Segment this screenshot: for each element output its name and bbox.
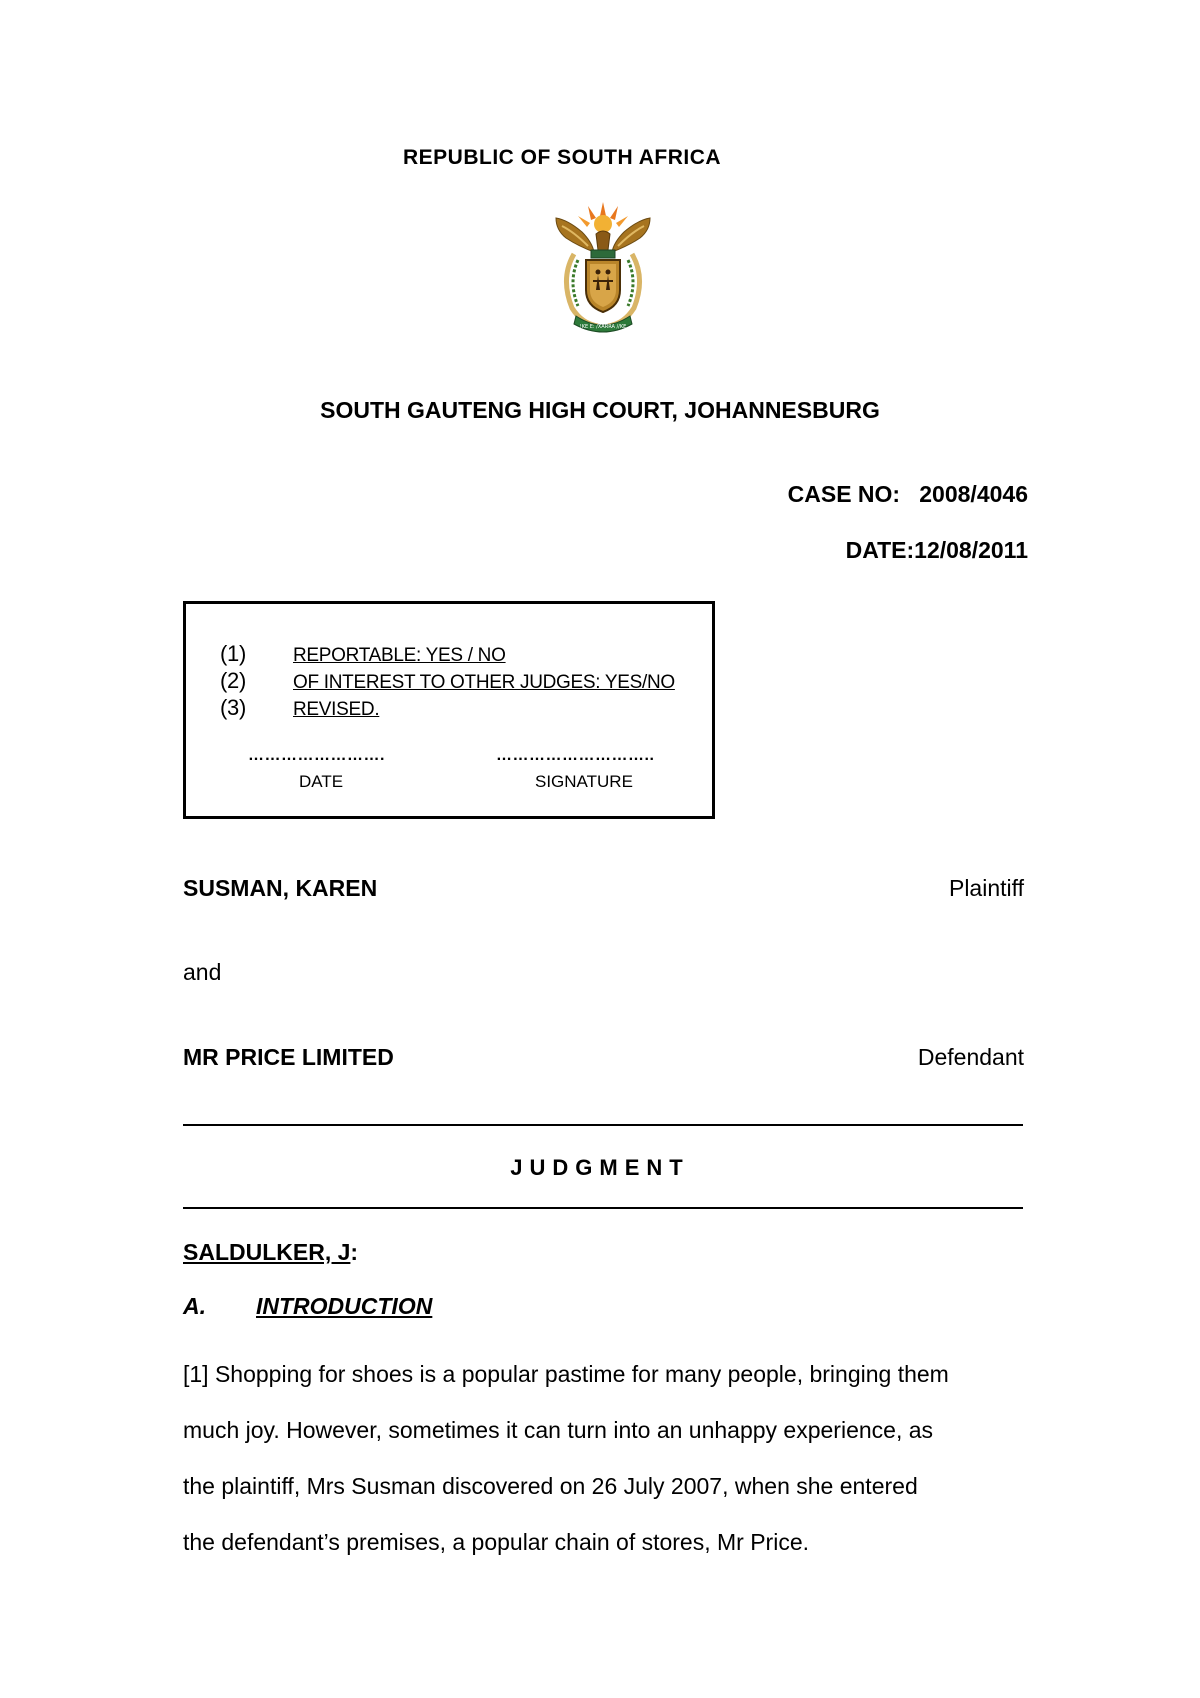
date-label: DATE:: [845, 537, 915, 563]
date-caption: DATE: [299, 772, 344, 791]
judgment-heading: JUDGMENT: [510, 1155, 690, 1180]
conjunction-and: and: [183, 959, 222, 985]
paragraph-line: the plaintiff, Mrs Susman discovered on 26 July 2007, when she entered: [183, 1473, 918, 1499]
judgment-date: [846, 537, 1028, 564]
defendant-role: Defendant: [917, 1044, 1024, 1070]
plaintiff-role: Plaintiff: [948, 875, 1024, 901]
paragraph-line: much joy. However, sometimes it can turn into an unhappy experience, as: [183, 1417, 934, 1443]
reportable-text: REPORTABLE: YES / NO: [293, 645, 506, 666]
divider-top: [183, 1124, 1023, 1126]
sun-rays: [578, 202, 628, 233]
interest-text: OF INTEREST TO OTHER JUDGES: YES/NO: [293, 672, 675, 693]
case-number: [788, 481, 1028, 508]
revised-row: [220, 695, 379, 721]
item-number: (1): [220, 641, 246, 666]
coat-of-arms-emblem: [548, 198, 658, 338]
reportable-box: [183, 601, 715, 819]
revised-text: REVISED.: [293, 699, 380, 720]
case-number-value: 2008/4046: [919, 481, 1028, 507]
section-label: A.: [183, 1293, 206, 1319]
judge-name: [183, 1239, 358, 1266]
date-value: 12/08/2011: [914, 537, 1028, 563]
signature-dots: ………………………..: [496, 747, 655, 764]
paragraph-line: [1] Shopping for shoes is a popular pastime for many people, bringing them: [183, 1361, 949, 1387]
date-dots: …………………….: [248, 747, 385, 764]
reportable-row: [220, 641, 506, 667]
plaintiff-name: SUSMAN, KAREN: [183, 875, 378, 901]
case-number-label: CASE NO:: [787, 481, 901, 507]
divider-bottom: [183, 1207, 1023, 1209]
item-number: (3): [220, 695, 246, 720]
section-title: INTRODUCTION: [256, 1293, 433, 1319]
motto-text: !KE E: /XARRA //KE: [579, 324, 627, 330]
interest-row: [220, 668, 675, 694]
defendant-name: MR PRICE LIMITED: [183, 1044, 394, 1070]
paragraph-line: the defendant’s premises, a popular chain of stores, Mr Price.: [183, 1529, 810, 1555]
judge-colon: :: [350, 1239, 359, 1265]
item-number: (2): [220, 668, 246, 693]
court-name: SOUTH GAUTENG HIGH COURT, JOHANNESBURG: [320, 397, 880, 423]
signature-caption: SIGNATURE: [535, 772, 633, 791]
judge-name-text: SALDULKER, J: [183, 1239, 351, 1265]
section-heading: [183, 1293, 432, 1320]
paragraph-1: [183, 1346, 1023, 1570]
republic-heading: REPUBLIC OF SOUTH AFRICA: [403, 146, 722, 169]
